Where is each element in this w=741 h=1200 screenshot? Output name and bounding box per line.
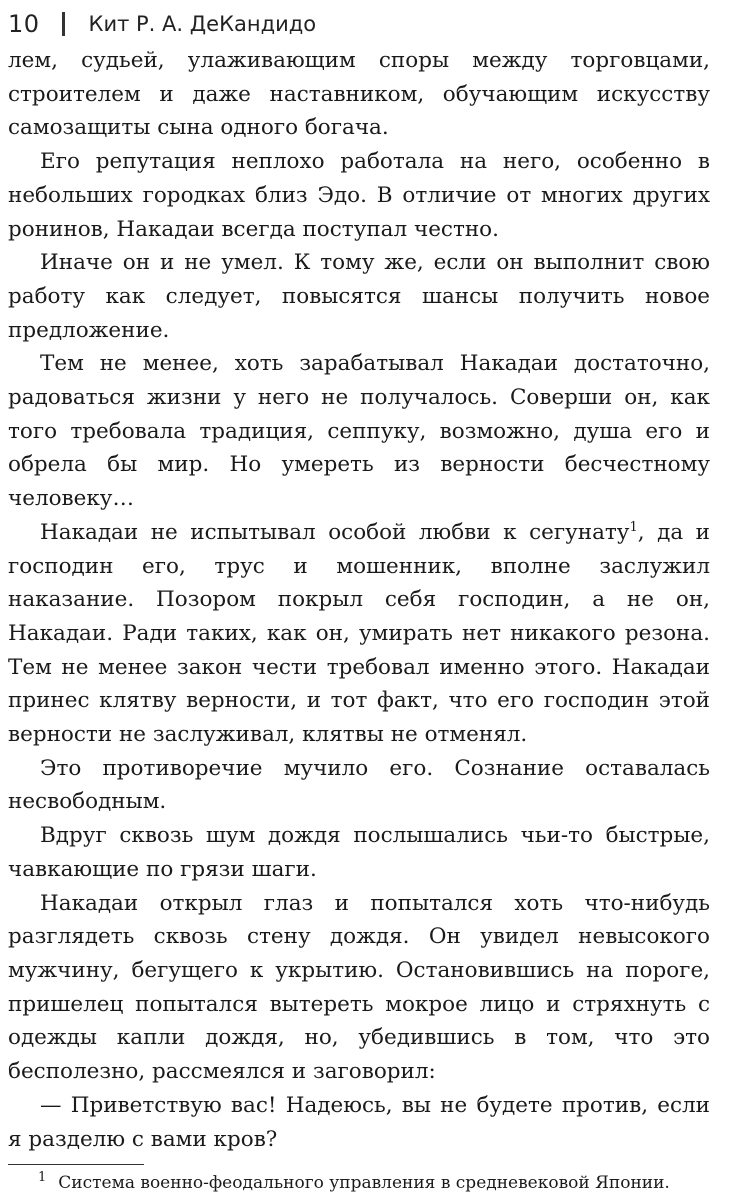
paragraph: лем, судьей, улаживающим споры между торговцами, строителем и даже наставником, обучающим искусству самозащиты сына одного богача. bbox=[8, 48, 710, 141]
footnote bbox=[38, 1170, 728, 1196]
paragraph: Его репутация неплохо работала на него, особенно в небольших городках близ Эдо. В отличие от многих других ронинов, Накадаи всегда поступал честно. bbox=[8, 149, 710, 242]
footnote-divider bbox=[8, 1164, 144, 1165]
footnote-mark: 1 bbox=[38, 1170, 47, 1186]
paragraph-text: , да и господин его, трус и мошенник, вполне заслужил наказание. Позором покрыл себя господин, а не он, Накадаи. Ради таких, как он, умирать нет никакого резона. Тем не менее закон чести требовал именно этого. Накадаи принес клятву верности, и тот факт, что его господин этой верности не заслуживал, клятвы не отменял. bbox=[8, 519, 710, 748]
paragraph: Вдруг сквозь шум дождя послышались чьи-то быстрые, чавкающие по грязи шаги. bbox=[8, 823, 710, 882]
paragraph: Накадаи открыл глаз и попытался хоть что-нибудь разглядеть сквозь стену дождя. Он увидел невысокого мужчину, бегущего к укрытию. Остановившись на пороге, пришелец попытался вытереть мокрое лицо и стряхнуть с одежды капли дождя, но, убедившись в том, что это бесполезно, рассмеялся и заговорил: bbox=[8, 890, 710, 1085]
paragraph-with-footnote bbox=[8, 516, 710, 752]
body-text bbox=[8, 44, 710, 1156]
running-head bbox=[8, 8, 316, 40]
footnote-reference[interactable]: 1 bbox=[629, 519, 638, 535]
footnote-text: Система военно-феодального управления в средневековой Японии. bbox=[58, 1173, 670, 1193]
paragraph-text: Накадаи не испытывал особой любви к сегунату bbox=[40, 519, 630, 545]
author-name: Кит Р. А. ДеКандидо bbox=[88, 12, 317, 36]
header-separator bbox=[62, 12, 65, 36]
paragraph: Тем не менее, хоть зарабатывал Накадаи достаточно, радоваться жизни у него не получалось. Соверши он, как того требовала традиция, сеппуку, возможно, душа его и обрела бы мир. Но умереть из верности бесчестному человеку… bbox=[8, 351, 710, 512]
paragraph: Иначе он и не умел. К тому же, если он выполнит свою работу как следует, повысятся шансы получить новое предложение. bbox=[8, 250, 710, 343]
paragraph: Это противоречие мучило его. Сознание оставалась несвободным. bbox=[8, 755, 710, 815]
dialogue-paragraph: — Приветствую вас! Надеюсь, вы не будете против, если я разделю с вами кров? bbox=[8, 1092, 710, 1152]
page-number: 10 bbox=[8, 10, 40, 38]
